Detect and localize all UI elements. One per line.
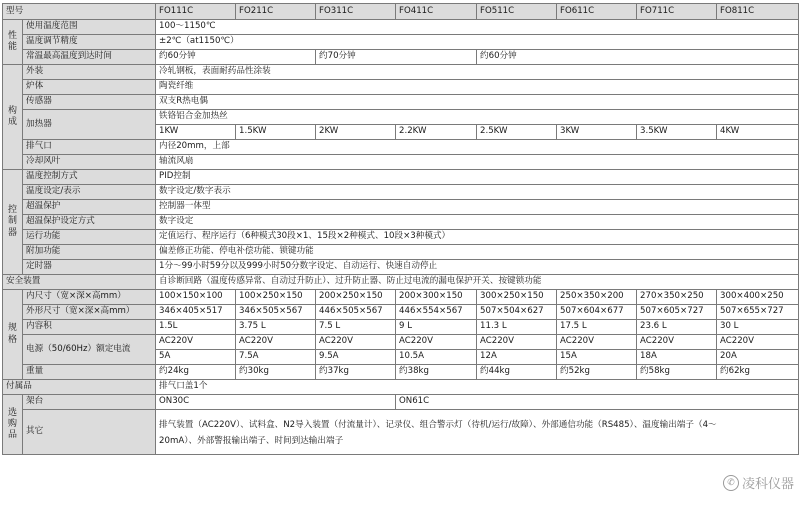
cell-value: AC220V <box>316 335 396 350</box>
row-label: 排气口 <box>23 140 156 155</box>
cell-value: 双支R热电偶 <box>156 95 799 110</box>
cell-value: 200×250×150 <box>316 290 396 305</box>
row-label: 超温保护 <box>23 200 156 215</box>
cell-value: 300×250×150 <box>477 290 557 305</box>
cell-value: 1.5L <box>156 320 236 335</box>
cell-value: ON30C <box>156 395 396 410</box>
table-row <box>3 200 799 215</box>
cell-value: 约70分钟 <box>316 50 477 65</box>
group-label-structure: 构成 <box>3 65 23 170</box>
cell-value: 100×150×100 <box>156 290 236 305</box>
cell-value: 陶瓷纤维 <box>156 80 799 95</box>
row-label: 架台 <box>23 395 156 410</box>
row-label: 炉体 <box>23 80 156 95</box>
row-label: 常温最高温度到达时间 <box>23 50 156 65</box>
model-name: FO611C <box>557 4 637 20</box>
row-label: 超温保护设定方式 <box>23 215 156 230</box>
row-label: 温度设定/表示 <box>23 185 156 200</box>
table-row <box>3 290 799 305</box>
cell-value: 18A <box>637 350 717 365</box>
cell-value: 3KW <box>557 125 637 140</box>
cell-value: 约58kg <box>637 365 717 380</box>
table-row <box>3 245 799 260</box>
row-label: 使用温度范围 <box>23 20 156 35</box>
cell-value: 数字设定/数字表示 <box>156 185 799 200</box>
cell-value: AC220V <box>557 335 637 350</box>
cell-value: 5A <box>156 350 236 365</box>
cell-value: ON61C <box>396 395 799 410</box>
cell-value: 轴流风扇 <box>156 155 799 170</box>
cell-value: 约52kg <box>557 365 637 380</box>
row-label: 加热器 <box>23 110 156 140</box>
cell-value: 100～1150℃ <box>156 20 799 35</box>
row-label: 外形尺寸（宽×深×高mm） <box>23 305 156 320</box>
cell-value: 15A <box>557 350 637 365</box>
cell-value: 约44kg <box>477 365 557 380</box>
row-label: 付属品 <box>3 380 156 395</box>
cell-value: 9 L <box>396 320 477 335</box>
cell-value: 自诊断回路（温度传感异常、自动过升防止）、过升防止器、防止过电流的漏电保护开关、按键锁功能 <box>156 275 799 290</box>
group-label-specs: 规格 <box>3 290 23 380</box>
cell-value: AC220V <box>156 335 236 350</box>
table-row <box>3 155 799 170</box>
cell-value: 3.75 L <box>236 320 316 335</box>
watermark-text: 凌科仪器 <box>741 477 794 492</box>
table-row <box>3 35 799 50</box>
row-label: 定时器 <box>23 260 156 275</box>
cell-value: 346×405×517 <box>156 305 236 320</box>
model-name: FO811C <box>717 4 799 20</box>
cell-value: AC220V <box>477 335 557 350</box>
options-line-2: 20mA）、外部警报输出端子、时间到达输出端子 <box>159 435 344 446</box>
cell-value: 507×504×627 <box>477 305 557 320</box>
header-row <box>3 4 799 20</box>
cell-value: AC220V <box>637 335 717 350</box>
group-label-controller: 控制器 <box>3 170 23 275</box>
table-row <box>3 230 799 245</box>
cell-value: 冷轧钢板，表面耐药品性涂装 <box>156 65 799 80</box>
table-row <box>3 395 799 410</box>
cell-value: 2.5KW <box>477 125 557 140</box>
cell-value: 10.5A <box>396 350 477 365</box>
cell-value: 1KW <box>156 125 236 140</box>
table-row <box>3 20 799 35</box>
table-row <box>3 50 799 65</box>
cell-value: 7.5A <box>236 350 316 365</box>
row-label: 重量 <box>23 365 156 380</box>
spec-table <box>2 3 799 455</box>
cell-value: 内径20mm，上部 <box>156 140 799 155</box>
table-row <box>3 95 799 110</box>
table-row <box>3 215 799 230</box>
row-label: 安全装置 <box>3 275 156 290</box>
header-label: 型号 <box>3 4 156 20</box>
cell-value: 30 L <box>717 320 799 335</box>
cell-value: 1分～99小时59分以及999小时50分数字设定、自动运行、快速自动停止 <box>156 260 799 275</box>
row-label: 温度调节精度 <box>23 35 156 50</box>
table-row <box>3 260 799 275</box>
cell-value: 250×350×200 <box>557 290 637 305</box>
table-row <box>3 110 799 125</box>
row-label: 传感器 <box>23 95 156 110</box>
cell-value: 3.5KW <box>637 125 717 140</box>
table-row <box>3 365 799 380</box>
model-name: FO111C <box>156 4 236 20</box>
row-label: 内尺寸（宽×深×高mm） <box>23 290 156 305</box>
wechat-logo-icon: ✆ <box>723 475 739 491</box>
table-row <box>3 65 799 80</box>
cell-value: 约60分钟 <box>156 50 316 65</box>
cell-value: 23.6 L <box>637 320 717 335</box>
cell-value: 控制器一体型 <box>156 200 799 215</box>
cell-value: 446×554×567 <box>396 305 477 320</box>
cell-value: 507×605×727 <box>637 305 717 320</box>
model-name: FO411C <box>396 4 477 20</box>
cell-value: 约24kg <box>156 365 236 380</box>
model-name: FO511C <box>477 4 557 20</box>
row-label: 温度控制方式 <box>23 170 156 185</box>
model-name: FO711C <box>637 4 717 20</box>
cell-value: PID控制 <box>156 170 799 185</box>
cell-value: ±2℃（at1150℃） <box>156 35 799 50</box>
cell-value: 7.5 L <box>316 320 396 335</box>
cell-value: 2.2KW <box>396 125 477 140</box>
row-label: 附加功能 <box>23 245 156 260</box>
cell-value: 17.5 L <box>557 320 637 335</box>
table-row <box>3 320 799 335</box>
cell-value: 约30kg <box>236 365 316 380</box>
cell-value: 100×250×150 <box>236 290 316 305</box>
cell-value: 铁铬铝合金加热丝 <box>156 110 799 125</box>
table-row <box>3 335 799 350</box>
cell-value <box>156 410 799 455</box>
row-label: 冷却风叶 <box>23 155 156 170</box>
cell-value: 约37kg <box>316 365 396 380</box>
table-row <box>3 170 799 185</box>
cell-value: 20A <box>717 350 799 365</box>
options-line-1: 排气装置（AC220V）、试料盒、N2导入装置（付流量计）、记录仪、组合警示灯（待机/运行/故障）、外部通信功能（RS485）、温度输出端子（4～ <box>159 419 717 430</box>
table-row <box>3 140 799 155</box>
cell-value: 12A <box>477 350 557 365</box>
cell-value: 346×505×567 <box>236 305 316 320</box>
cell-value: AC220V <box>396 335 477 350</box>
cell-value: 约38kg <box>396 365 477 380</box>
cell-value: 507×655×727 <box>717 305 799 320</box>
table-row <box>3 80 799 95</box>
model-name: FO211C <box>236 4 316 20</box>
cell-value: 200×300×150 <box>396 290 477 305</box>
cell-value: 2KW <box>316 125 396 140</box>
table-row <box>3 275 799 290</box>
row-label: 内容积 <box>23 320 156 335</box>
group-label-options: 选购品 <box>3 395 23 455</box>
cell-value: 11.3 L <box>477 320 557 335</box>
cell-value: 446×505×567 <box>316 305 396 320</box>
cell-value: AC220V <box>236 335 316 350</box>
cell-value: 9.5A <box>316 350 396 365</box>
cell-value: 定值运行、程序运行（6种模式30段×1、15段×2种模式、10段×3种模式） <box>156 230 799 245</box>
row-label: 电源（50/60Hz）额定电流 <box>23 335 156 365</box>
cell-value: 偏差修正功能、停电补偿功能、锁键功能 <box>156 245 799 260</box>
row-label: 运行功能 <box>23 230 156 245</box>
cell-value: 1.5KW <box>236 125 316 140</box>
table-row <box>3 185 799 200</box>
table-row <box>3 410 799 455</box>
group-label-performance: 性能 <box>3 20 23 65</box>
model-name: FO311C <box>316 4 396 20</box>
cell-value: 507×604×677 <box>557 305 637 320</box>
watermark <box>723 473 794 492</box>
cell-value: 约60分钟 <box>477 50 799 65</box>
cell-value: 4KW <box>717 125 799 140</box>
cell-value: 约62kg <box>717 365 799 380</box>
cell-value: AC220V <box>717 335 799 350</box>
cell-value: 排气口盖1个 <box>156 380 799 395</box>
cell-value: 数字设定 <box>156 215 799 230</box>
cell-value: 300×400×250 <box>717 290 799 305</box>
table-row <box>3 305 799 320</box>
cell-value: 270×350×250 <box>637 290 717 305</box>
row-label: 其它 <box>23 410 156 455</box>
row-label: 外装 <box>23 65 156 80</box>
table-row <box>3 380 799 395</box>
